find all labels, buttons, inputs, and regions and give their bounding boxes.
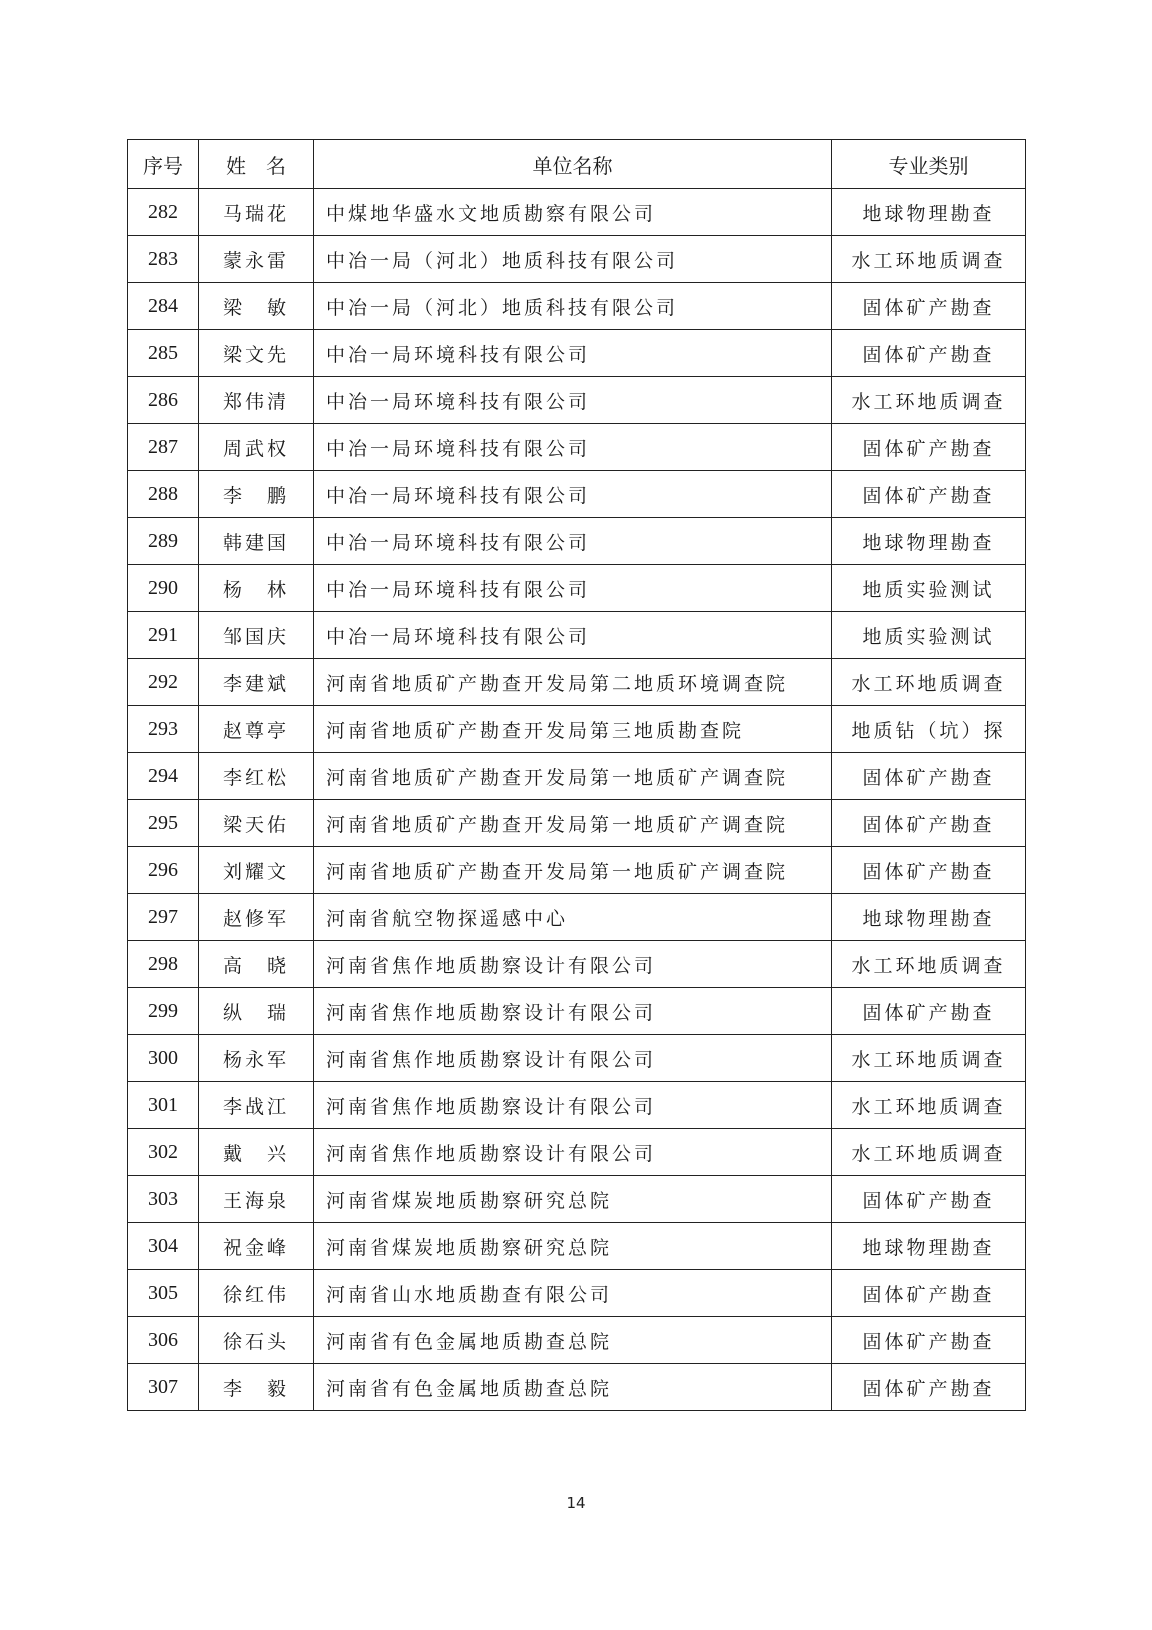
cell-name: 郑伟清: [199, 377, 314, 424]
cell-unit: 河南省煤炭地质勘察研究总院: [314, 1223, 832, 1270]
cell-name: 李 鹏: [199, 471, 314, 518]
cell-unit: 河南省焦作地质勘察设计有限公司: [314, 988, 832, 1035]
cell-number: 295: [128, 800, 199, 847]
cell-category: 固体矿产勘查: [832, 800, 1026, 847]
cell-unit: 河南省有色金属地质勘查总院: [314, 1364, 832, 1411]
cell-category: 固体矿产勘查: [832, 753, 1026, 800]
cell-number: 301: [128, 1082, 199, 1129]
cell-name: 徐石头: [199, 1317, 314, 1364]
cell-category: 地球物理勘查: [832, 189, 1026, 236]
cell-name: 蒙永雷: [199, 236, 314, 283]
table-row: [128, 377, 1026, 424]
cell-name: 高 晓: [199, 941, 314, 988]
cell-name: 梁文先: [199, 330, 314, 377]
header-category: 专业类别: [832, 140, 1026, 189]
cell-name: 祝金峰: [199, 1223, 314, 1270]
cell-name: 李 毅: [199, 1364, 314, 1411]
header-unit: 单位名称: [314, 140, 832, 189]
table-row: [128, 424, 1026, 471]
table-body: [128, 189, 1026, 1411]
table-row: [128, 518, 1026, 565]
header-number: 序号: [128, 140, 199, 189]
cell-unit: 河南省地质矿产勘查开发局第一地质矿产调查院: [314, 847, 832, 894]
cell-number: 299: [128, 988, 199, 1035]
cell-name: 杨永军: [199, 1035, 314, 1082]
cell-number: 303: [128, 1176, 199, 1223]
cell-category: 地质钻（坑）探: [832, 706, 1026, 753]
cell-number: 296: [128, 847, 199, 894]
table-row: [128, 1082, 1026, 1129]
cell-number: 304: [128, 1223, 199, 1270]
cell-number: 287: [128, 424, 199, 471]
cell-category: 水工环地质调查: [832, 1035, 1026, 1082]
cell-category: 地质实验测试: [832, 612, 1026, 659]
cell-category: 固体矿产勘查: [832, 1270, 1026, 1317]
cell-name: 梁天佑: [199, 800, 314, 847]
cell-category: 固体矿产勘查: [832, 988, 1026, 1035]
cell-unit: 中冶一局环境科技有限公司: [314, 518, 832, 565]
cell-category: 地球物理勘查: [832, 1223, 1026, 1270]
cell-number: 297: [128, 894, 199, 941]
table-row: [128, 612, 1026, 659]
cell-category: 固体矿产勘查: [832, 1317, 1026, 1364]
cell-unit: 中冶一局环境科技有限公司: [314, 565, 832, 612]
cell-unit: 中冶一局环境科技有限公司: [314, 612, 832, 659]
cell-category: 水工环地质调查: [832, 377, 1026, 424]
cell-name: 赵尊亭: [199, 706, 314, 753]
table-row: [128, 753, 1026, 800]
cell-name: 李红松: [199, 753, 314, 800]
cell-name: 韩建国: [199, 518, 314, 565]
header-name: 姓 名: [199, 140, 314, 189]
cell-category: 固体矿产勘查: [832, 1364, 1026, 1411]
cell-name: 杨 林: [199, 565, 314, 612]
table-header-row: [128, 140, 1026, 189]
cell-category: 水工环地质调查: [832, 659, 1026, 706]
cell-number: 305: [128, 1270, 199, 1317]
cell-category: 固体矿产勘查: [832, 283, 1026, 330]
cell-unit: 河南省焦作地质勘察设计有限公司: [314, 941, 832, 988]
cell-name: 纵 瑞: [199, 988, 314, 1035]
cell-unit: 中冶一局环境科技有限公司: [314, 330, 832, 377]
cell-number: 289: [128, 518, 199, 565]
cell-category: 固体矿产勘查: [832, 330, 1026, 377]
cell-number: 294: [128, 753, 199, 800]
cell-category: 固体矿产勘查: [832, 424, 1026, 471]
cell-number: 285: [128, 330, 199, 377]
cell-number: 306: [128, 1317, 199, 1364]
cell-name: 邹国庆: [199, 612, 314, 659]
cell-unit: 中冶一局（河北）地质科技有限公司: [314, 236, 832, 283]
cell-unit: 河南省焦作地质勘察设计有限公司: [314, 1082, 832, 1129]
cell-unit: 中煤地华盛水文地质勘察有限公司: [314, 189, 832, 236]
cell-number: 282: [128, 189, 199, 236]
cell-unit: 中冶一局环境科技有限公司: [314, 471, 832, 518]
table-row: [128, 894, 1026, 941]
cell-unit: 中冶一局环境科技有限公司: [314, 377, 832, 424]
cell-name: 戴 兴: [199, 1129, 314, 1176]
cell-number: 300: [128, 1035, 199, 1082]
table-row: [128, 941, 1026, 988]
cell-name: 赵修军: [199, 894, 314, 941]
table-row: [128, 847, 1026, 894]
table-row: [128, 189, 1026, 236]
cell-category: 水工环地质调查: [832, 941, 1026, 988]
cell-number: 288: [128, 471, 199, 518]
table-row: [128, 1317, 1026, 1364]
table-row: [128, 1364, 1026, 1411]
table-row: [128, 565, 1026, 612]
cell-number: 302: [128, 1129, 199, 1176]
cell-name: 刘耀文: [199, 847, 314, 894]
cell-number: 291: [128, 612, 199, 659]
cell-category: 地球物理勘查: [832, 518, 1026, 565]
table-row: [128, 800, 1026, 847]
cell-name: 李建斌: [199, 659, 314, 706]
roster-table: [127, 139, 1026, 1411]
cell-category: 水工环地质调查: [832, 236, 1026, 283]
table-row: [128, 471, 1026, 518]
cell-number: 286: [128, 377, 199, 424]
cell-name: 马瑞花: [199, 189, 314, 236]
cell-category: 地质实验测试: [832, 565, 1026, 612]
cell-unit: 河南省地质矿产勘查开发局第一地质矿产调查院: [314, 753, 832, 800]
cell-category: 水工环地质调查: [832, 1129, 1026, 1176]
table-row: [128, 1035, 1026, 1082]
cell-number: 307: [128, 1364, 199, 1411]
cell-category: 固体矿产勘查: [832, 1176, 1026, 1223]
cell-category: 固体矿产勘查: [832, 847, 1026, 894]
cell-name: 周武权: [199, 424, 314, 471]
table-row: [128, 1223, 1026, 1270]
cell-unit: 中冶一局环境科技有限公司: [314, 424, 832, 471]
table-row: [128, 1176, 1026, 1223]
cell-unit: 河南省地质矿产勘查开发局第三地质勘查院: [314, 706, 832, 753]
table-row: [128, 1270, 1026, 1317]
table-row: [128, 1129, 1026, 1176]
table-row: [128, 659, 1026, 706]
cell-unit: 河南省焦作地质勘察设计有限公司: [314, 1035, 832, 1082]
cell-unit: 河南省航空物探遥感中心: [314, 894, 832, 941]
cell-unit: 河南省山水地质勘查有限公司: [314, 1270, 832, 1317]
table-row: [128, 236, 1026, 283]
table-row: [128, 706, 1026, 753]
cell-unit: 河南省煤炭地质勘察研究总院: [314, 1176, 832, 1223]
page-number: 14: [566, 1494, 586, 1512]
cell-unit: 河南省有色金属地质勘查总院: [314, 1317, 832, 1364]
cell-category: 固体矿产勘查: [832, 471, 1026, 518]
table-row: [128, 988, 1026, 1035]
cell-number: 283: [128, 236, 199, 283]
table-row: [128, 283, 1026, 330]
cell-category: 地球物理勘查: [832, 894, 1026, 941]
cell-number: 284: [128, 283, 199, 330]
cell-category: 水工环地质调查: [832, 1082, 1026, 1129]
cell-unit: 河南省地质矿产勘查开发局第一地质矿产调查院: [314, 800, 832, 847]
table-row: [128, 330, 1026, 377]
cell-name: 李战江: [199, 1082, 314, 1129]
cell-number: 290: [128, 565, 199, 612]
cell-unit: 河南省地质矿产勘查开发局第二地质环境调查院: [314, 659, 832, 706]
cell-name: 徐红伟: [199, 1270, 314, 1317]
cell-number: 298: [128, 941, 199, 988]
cell-number: 293: [128, 706, 199, 753]
cell-unit: 中冶一局（河北）地质科技有限公司: [314, 283, 832, 330]
cell-name: 王海泉: [199, 1176, 314, 1223]
cell-unit: 河南省焦作地质勘察设计有限公司: [314, 1129, 832, 1176]
cell-name: 梁 敏: [199, 283, 314, 330]
cell-number: 292: [128, 659, 199, 706]
